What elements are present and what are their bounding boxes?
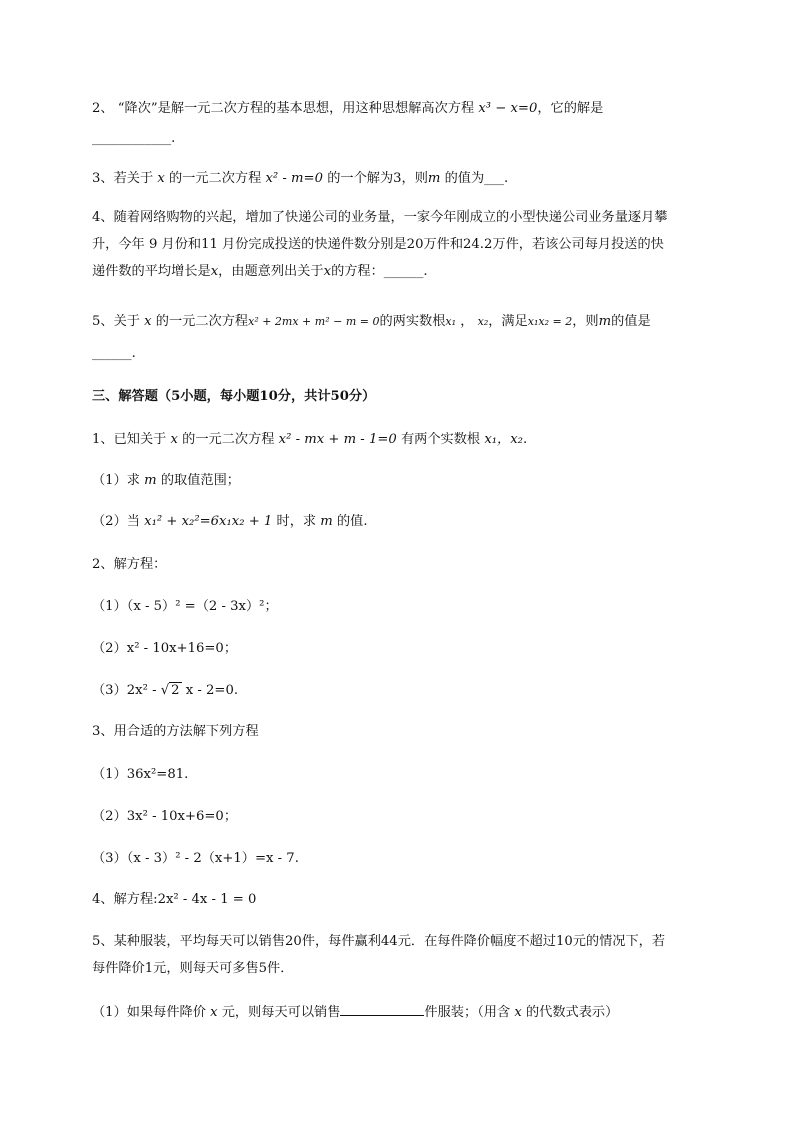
- q1-sub1-var-m: m: [144, 473, 157, 488]
- fill-q5-root-2: x₂: [477, 315, 489, 328]
- q5-sub1-text-a: （1）如果每件降价: [92, 1005, 211, 1020]
- q5-line1: 5、某种服装，平均每天可以销售20件，每件赢利44元．在每件降价幅度不超过10元的情况下，若: [92, 934, 666, 949]
- fill-q5-text-c: 的两实数根: [379, 314, 446, 329]
- q5-sub1-var-x: x: [210, 1005, 218, 1020]
- fill-q4-line2: 升，今年 9 月份和11 月份完成投送的快递件数分别是20万件和24.2万件，若该公司每月投送的快: [92, 237, 664, 252]
- q2-sub2-equation: x² - 10x+16=0；: [126, 641, 238, 656]
- q2-title: 2、解方程：: [92, 557, 167, 572]
- q1-sub2-text-a: （2）当: [92, 514, 145, 529]
- q5-sub1-text-d: 的代数式表示）: [521, 1005, 619, 1020]
- fill-q5-line2: ______.: [92, 346, 136, 361]
- q4-line: 4、解方程:2x² - 4x - 1 = 0: [92, 892, 257, 907]
- fill-q4-text-c: 的方程：______.: [331, 264, 428, 279]
- fill-q2-line2: [92, 131, 175, 147]
- fill-q4-text-a: 递件数的平均增长是: [92, 264, 211, 279]
- fill-q4-text-b: ，由题意列出关于: [218, 264, 324, 279]
- sqrt-radicand: 2: [171, 683, 180, 698]
- fill-q3-text-a: 3、若关于: [92, 171, 158, 186]
- fill-q3-var-m: m: [427, 171, 441, 186]
- q1-sub2-text-c: 的值.: [332, 514, 368, 529]
- q1-var-x: x: [170, 432, 178, 447]
- fill-q2-equation: x³ − x=0: [478, 101, 538, 116]
- q1-sub1-text-a: （1）求: [92, 473, 145, 488]
- q2-sub3-text-a: （3）2x² -: [92, 683, 161, 698]
- q5-line2: 每件降价1元，则每天可多售5件．: [92, 961, 294, 976]
- q5-sub1-text-c: 件服装；（用含: [424, 1005, 515, 1020]
- q2-sub2: [92, 641, 237, 657]
- fill-q5-text-e: ，则: [572, 314, 599, 329]
- q1-sub2-text-b: 时，求: [272, 514, 321, 529]
- fill-q2-line1: [92, 101, 603, 117]
- fill-q3-line: [92, 171, 508, 187]
- fill-q3-equation: x² - m=0: [265, 171, 323, 186]
- fill-q4-line3: [92, 264, 428, 280]
- fill-q5-root-1: x₁: [445, 315, 457, 328]
- fill-q5-var-m: m: [598, 314, 612, 329]
- fill-q4-var-x2: x: [323, 264, 332, 279]
- fill-q4-var-x1: x: [210, 264, 219, 279]
- fill-q5-text-d: ，满足: [488, 314, 528, 329]
- fill-q3-text-d: 的值为___.: [440, 171, 509, 186]
- fill-q5-var-x: x: [144, 314, 152, 329]
- q5-sub1: [92, 1003, 618, 1021]
- fill-q5-text-f: 的值是: [611, 314, 651, 329]
- q3-sub3: （3）（x - 3）² - 2（x+1）=x - 7.: [92, 851, 299, 866]
- fill-q5-condition: x₁x₂ = 2: [527, 315, 573, 328]
- q1-sub2-equation: x₁² + x₂²=6x₁x₂ + 1: [144, 514, 273, 529]
- q3-sub2: （2）3x² - 10x+6=0；: [92, 809, 238, 824]
- q1-sub2-var-m: m: [320, 514, 333, 529]
- q2-sub1: （1）（x - 5）² =（2 - 3x）²；: [92, 599, 278, 614]
- fill-q3-var-x: x: [157, 171, 165, 186]
- q1-text-c: 有两个实数根: [396, 432, 485, 447]
- q1-text-b: 的一元二次方程: [177, 432, 279, 447]
- q2-sub2-label: （2）: [92, 641, 127, 656]
- q1-sub1: [92, 473, 240, 489]
- q1-sub1-text-b: 的取值范围；: [156, 473, 240, 488]
- fill-q5-text-a: 5、关于: [92, 314, 145, 329]
- fill-q3-text-b: 的一元二次方程: [164, 171, 266, 186]
- q1-text-d: .: [522, 432, 528, 447]
- fill-q2-answer-blank: ____________.: [92, 131, 176, 146]
- fill-q5-sep: ，: [456, 314, 478, 329]
- q1-equation: x² - mx + m - 1=0: [278, 432, 397, 447]
- q1-sub2: [92, 514, 368, 530]
- sqrt-symbol: √ 2: [160, 683, 180, 698]
- q1-roots: x₁，x₂: [484, 432, 523, 447]
- fill-q3-text-c: 的一个解为3，则: [323, 171, 428, 186]
- fill-q5-line1: [92, 314, 651, 330]
- q5-sub1-var-x2: x: [514, 1005, 522, 1020]
- fill-q5-text-b: 的一元二次方程: [151, 314, 249, 329]
- fill-q4-line1: 4、随着网络购物的兴起，增加了快递公司的业务量，一家今年刚成立的小型快递公司业务量逐月攀: [92, 210, 668, 225]
- section-heading: 三、解答题（5小题，每小题10分，共计50分）: [92, 389, 376, 404]
- q5-sub1-text-b: 元，则每天可以销售: [217, 1005, 341, 1020]
- q1-line: [92, 432, 527, 448]
- q3-title: 3、用合适的方法解下列方程: [92, 724, 259, 739]
- fill-q5-equation: x² + 2mx + m² − m = 0: [248, 315, 380, 328]
- q3-sub1: （1）36x²=81.: [92, 767, 189, 782]
- fill-q2-text-a: 2、 “降次”是解一元二次方程的基本思想，用这种思想解高次方程: [92, 101, 479, 116]
- fill-q2-text-b: ，它的解是: [537, 101, 604, 116]
- q5-answer-blank: [340, 1003, 424, 1016]
- q2-sub3-text-b: x - 2=0.: [181, 683, 239, 698]
- q1-text-a: 1、已知关于: [92, 432, 171, 447]
- q2-sub3: [92, 683, 238, 699]
